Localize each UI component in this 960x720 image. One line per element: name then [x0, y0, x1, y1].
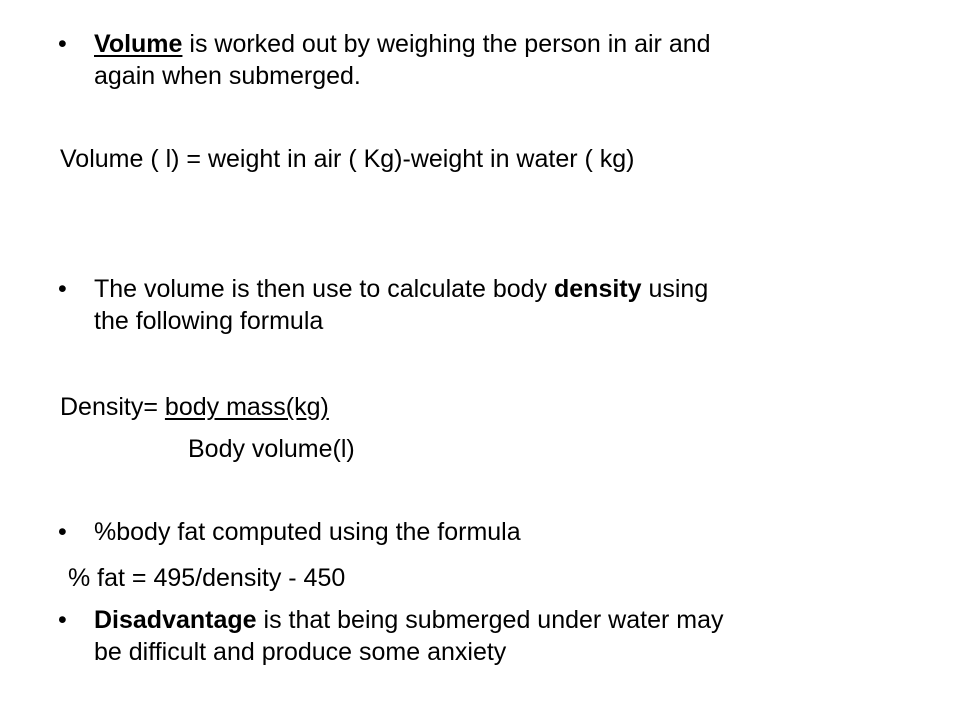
volume-term: Volume	[94, 30, 183, 58]
density-denominator: Body volume(l)	[188, 435, 355, 463]
bullet-marker: •	[58, 518, 67, 546]
bullet-bodyfat: %body fat computed using the formula	[94, 518, 521, 546]
bullet-marker: •	[58, 606, 67, 634]
bullet-disadvantage-line1	[94, 604, 723, 636]
bullet-density-line2: the following formula	[94, 307, 324, 335]
bullet-volume-line2: again when submerged.	[94, 62, 361, 90]
disadvantage-text: is that being submerged under water may	[256, 606, 724, 634]
fat-formula: % fat = 495/density - 450	[68, 564, 346, 592]
volume-formula: Volume ( l) = weight in air ( Kg)-weight in water ( kg)	[60, 145, 635, 173]
bullet-density-line1	[94, 273, 708, 305]
disadvantage-term: Disadvantage	[94, 606, 257, 634]
density-text-post: using	[641, 275, 709, 303]
bullet-volume-line1	[94, 28, 711, 60]
density-text-pre: The volume is then use to calculate body	[94, 275, 554, 303]
density-label: Density=	[60, 393, 165, 421]
density-numerator: body mass(kg)	[164, 393, 329, 421]
density-term: density	[554, 275, 642, 303]
volume-text: is worked out by weighing the person in air and	[182, 30, 711, 58]
bullet-disadvantage-line2: be difficult and produce some anxiety	[94, 638, 507, 666]
bullet-marker: •	[58, 275, 67, 303]
density-formula-numerator-line	[60, 391, 329, 423]
bullet-marker: •	[58, 30, 67, 58]
